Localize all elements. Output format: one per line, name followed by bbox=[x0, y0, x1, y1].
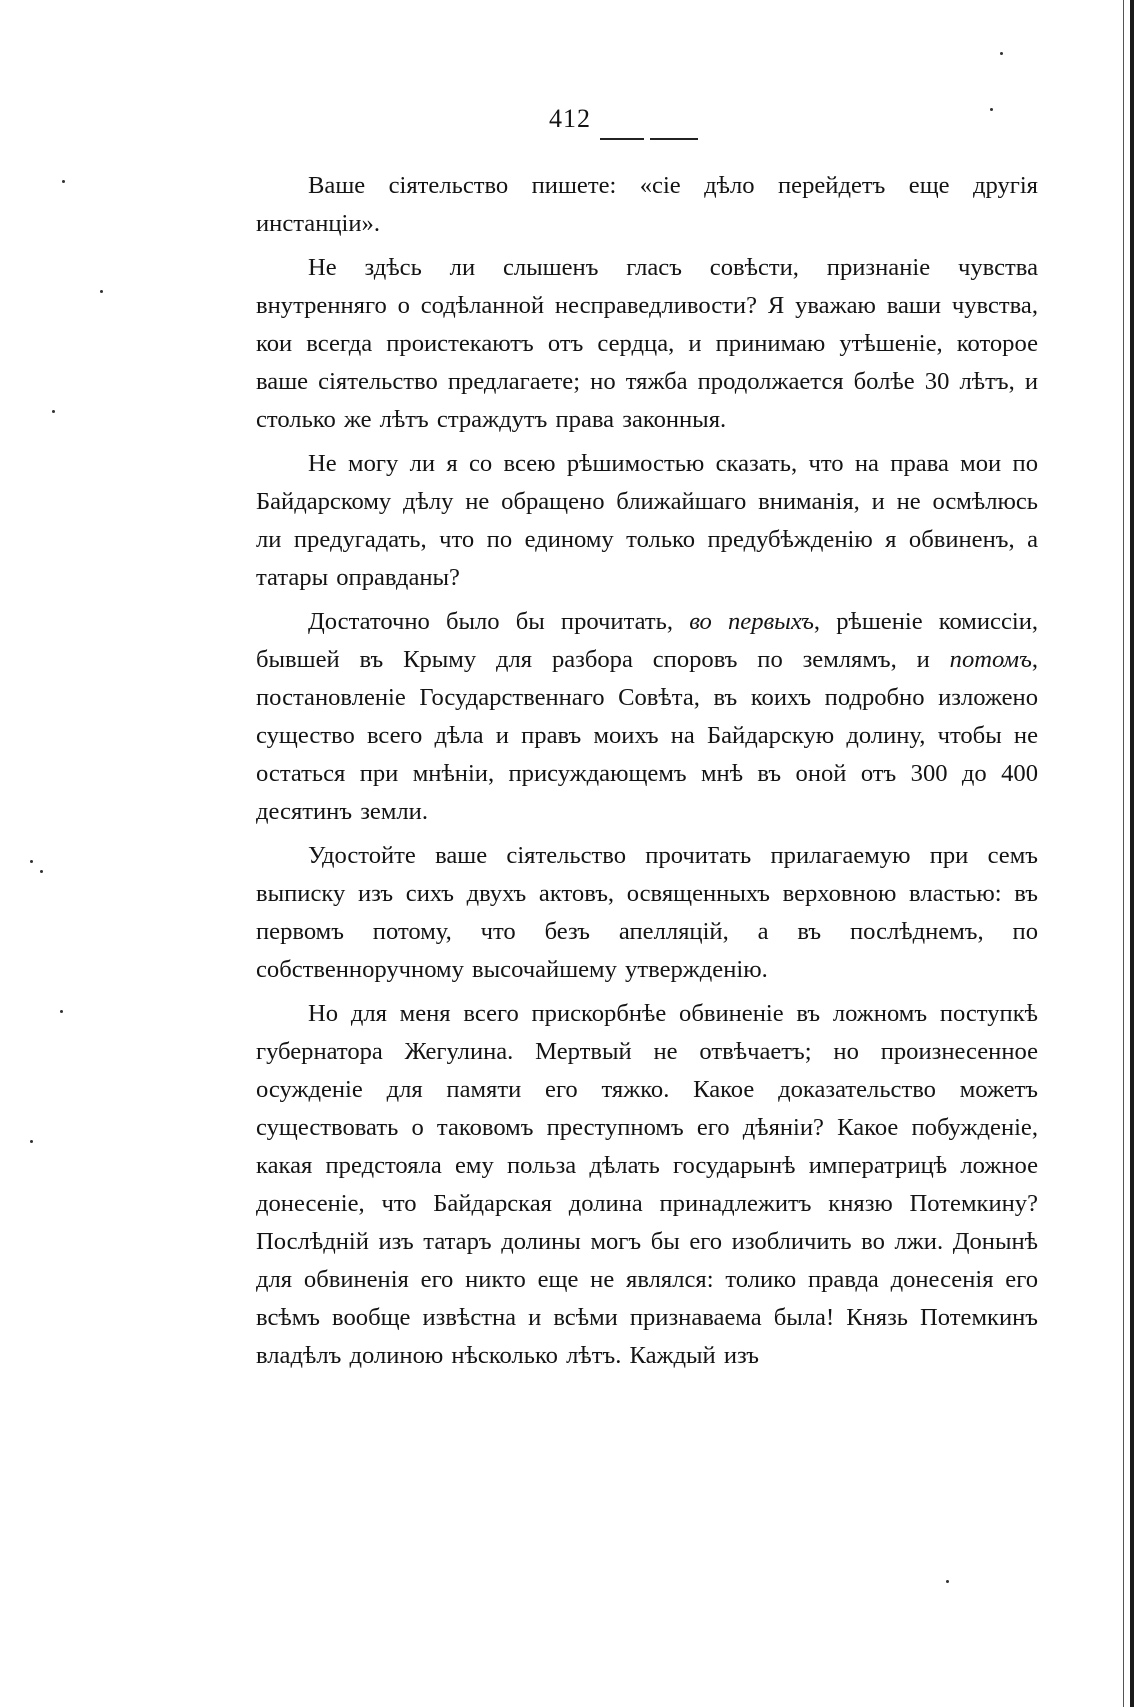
italic-run: во первыхъ bbox=[689, 608, 814, 635]
scan-speck bbox=[62, 180, 65, 183]
body-text bbox=[256, 167, 1038, 1381]
paragraph bbox=[256, 167, 1038, 243]
page-spine-edge bbox=[1130, 0, 1134, 1707]
scan-speck bbox=[1000, 52, 1003, 55]
text-run: Но для меня всего прискорбнѣе обвиненiе въ ложномъ поступкѣ губернатора Жегулина. Мертвый не отвѣчаетъ; но произнесенное осужденiе для памяти его тяжко. Какое доказательство можетъ существовать о таковомъ преступномъ его дѣянiи? Какое побужденiе, какая предстояла ему польза дѣлать государынѣ императрицѣ ложное донесенiе, что Байдарская долина принадлежитъ князю Потемкину? Послѣднiй изъ татаръ долины могъ бы его изобличить во лжи. Донынѣ для обвиненiя его никто еще не являлся: толико правда донесенiя его всѣмъ вообще извѣстна и всѣми признаваема была! Князь Потемкинъ владѣлъ долиною нѣсколько лѣтъ. Каждый изъ bbox=[256, 1000, 1038, 1369]
page-spine-line bbox=[1123, 0, 1124, 1707]
paragraph bbox=[256, 445, 1038, 597]
page-number-rule-right bbox=[650, 138, 698, 140]
scan-speck bbox=[30, 860, 33, 863]
paragraph bbox=[256, 249, 1038, 439]
text-run: Достаточно было бы прочитать, bbox=[308, 608, 690, 635]
scan-speck bbox=[946, 1580, 949, 1583]
scan-speck bbox=[30, 1140, 33, 1143]
text-run: Удостойте ваше сiятельство прочитать прилагаемую при семъ выписку изъ сихъ двухъ актовъ, освященныхъ верховною властью: въ первомъ потому, что безъ апелляцiй, а въ послѣднемъ, по собственноручному высочайшему утвержденiю. bbox=[256, 842, 1038, 983]
scan-speck bbox=[40, 870, 43, 873]
paragraph bbox=[256, 837, 1038, 989]
paragraph bbox=[256, 603, 1038, 831]
scan-speck bbox=[52, 410, 55, 413]
italic-run: потомъ bbox=[949, 646, 1032, 673]
text-run: Не могу ли я со всею рѣшимостью сказать, что на права мои по Байдарскому дѣлу не обращено ближайшаго вниманiя, и не осмѣлюсь ли предугадать, что по единому только предубѣжденiю я обвиненъ, а татары оправданы? bbox=[256, 450, 1038, 591]
scan-speck bbox=[60, 1010, 63, 1013]
page-number-rule-left bbox=[600, 138, 644, 140]
text-run: , постановленiе Государственнаго Совѣта, въ коихъ подробно изложено существо всего дѣла и правъ моихъ на Байдарскую долину, чтобы не остаться при мнѣнiи, присуждающемъ мнѣ въ оной отъ 300 до 400 десятинъ земли. bbox=[256, 646, 1038, 825]
scan-speck bbox=[990, 108, 993, 111]
text-run: Не здѣсь ли слышенъ гласъ совѣсти, признанiе чувства внутренняго о содѣланной несправедливости? Я уважаю ваши чувства, кои всегда проистекаютъ отъ сердца, и принимаю утѣшенiе, которое ваше сiятельство предлагаете; но тяжба продолжается болѣе 30 лѣтъ, и столько же лѣтъ страждутъ права законныя. bbox=[256, 254, 1038, 433]
page-number: 412 bbox=[549, 104, 591, 133]
text-run: Ваше сiятельство пишете: «сiе дѣло перейдетъ еще другiя инстанцiи». bbox=[256, 172, 1038, 237]
text-run: , рѣшенiе комиссiи, бывшей въ Крыму для разбора споровъ по землямъ, и bbox=[256, 608, 1038, 673]
scan-speck bbox=[100, 290, 103, 293]
paragraph bbox=[256, 995, 1038, 1375]
